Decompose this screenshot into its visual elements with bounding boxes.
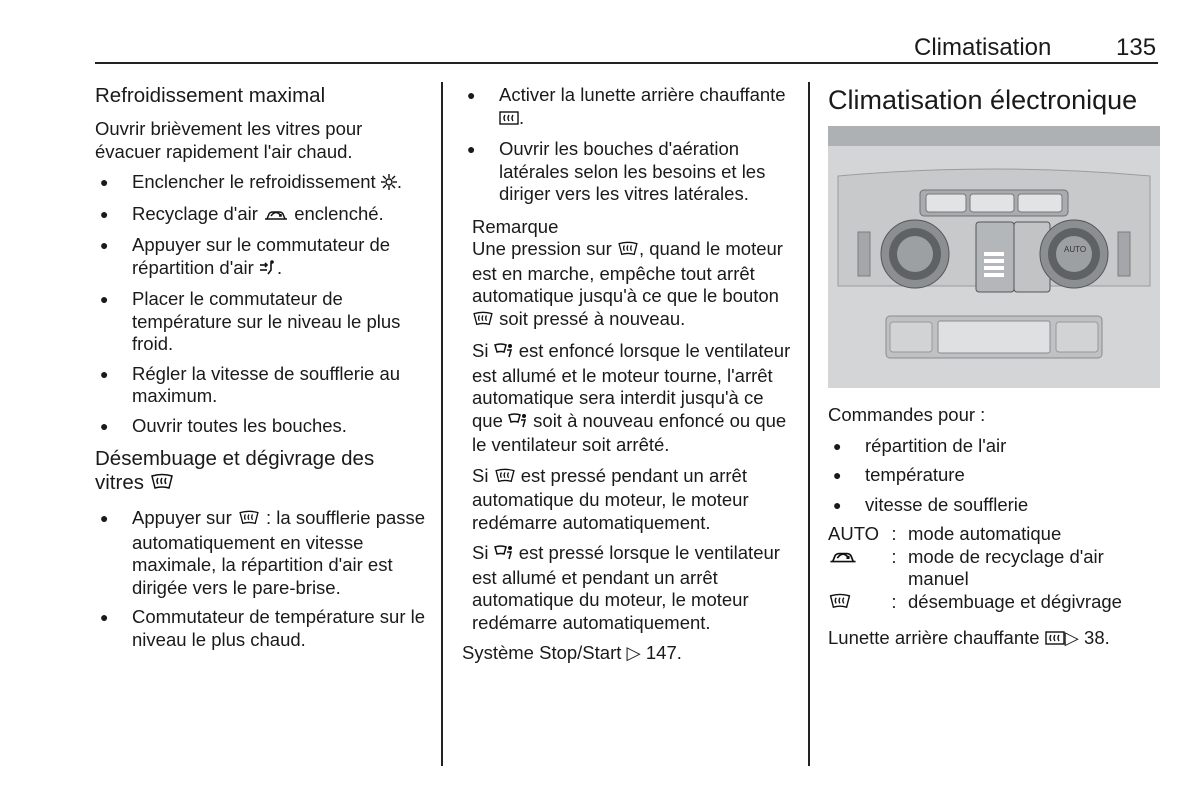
list-item: ● Appuyer sur le commutateur de répartition d'air . — [95, 234, 427, 281]
snowflake-icon — [381, 173, 397, 196]
list-item: ● Régler la vitesse de soufflerie au maximum. — [95, 363, 427, 408]
panel-auto-label: AUTO — [1064, 245, 1087, 254]
climate-panel-photo — [828, 126, 1160, 388]
column-2 — [462, 84, 792, 673]
symbol-definitions — [828, 523, 1160, 615]
controls-intro: Commandes pour : — [828, 404, 986, 425]
column-3 — [828, 84, 1160, 660]
page-number: 135 — [1116, 34, 1157, 61]
remark-title: Remarque — [472, 215, 559, 237]
reference-arrow-icon: ▷ — [626, 642, 641, 663]
list-item: ● Activer la lunette arrière chauffante . — [462, 84, 792, 131]
cross-reference-rear-window[interactable]: Lunette arrière chauffante ▷ 38. — [828, 627, 1160, 652]
paragraph: Une pression sur , quand le moteur est en marche, empêche tout arrêt automatique jusqu'à ce que le bouton soit pressé à nouveau. — [472, 238, 792, 332]
definition-value: désembuage et dégivrage — [908, 590, 1122, 612]
recirculation-icon — [263, 205, 289, 228]
defrost-list-continued — [462, 84, 792, 206]
list-item: ● température — [828, 464, 1160, 487]
air-distribution-icon — [259, 259, 277, 282]
list-item: ● Ouvrir toutes les bouches. — [95, 415, 427, 438]
windscreen-defrost-icon — [828, 593, 852, 616]
climate-panel-illustration — [828, 126, 1160, 388]
recirculation-icon — [828, 548, 858, 571]
definition-value: mode de recyclage d'air manuel — [908, 545, 1104, 589]
windscreen-defrost-icon — [494, 467, 516, 490]
rear-window-heating-icon — [1045, 629, 1065, 652]
section-title-max-cooling: Refroidissement maximal — [95, 84, 326, 107]
controls-list — [828, 435, 1160, 517]
rear-window-heating-icon — [499, 109, 519, 132]
paragraph: Si est enfoncé lorsque le ventilateur est allumé et le moteur tourne, l'arrêt automatique sera interdit jusqu'à ce que soit à nouveau enfoncé ou que le ventilateur soit arrêté. — [472, 340, 791, 455]
paragraph: Si est pressé lorsque le ventilateur est allumé et pendant un arrêt automatique du moteur, le moteur redémarre automatiquement. — [472, 542, 780, 633]
column-divider-2 — [808, 82, 810, 766]
reference-arrow-icon: ▷ — [1064, 627, 1079, 648]
defrost-windscreen-feet-icon — [508, 412, 528, 435]
list-item: ● Placer le commutateur de température sur le niveau le plus froid. — [95, 288, 427, 356]
list-item: ● Recyclage d'air enclenché. — [95, 203, 427, 228]
definition-row: : désembuage et dégivrage — [828, 591, 1160, 616]
paragraph: Si est pressé pendant un arrêt automatique du moteur, le moteur redémarre automatiquement. — [472, 464, 749, 533]
header-title: Climatisation — [914, 34, 1052, 61]
list-item: ● Ouvrir les bouches d'aération latérales selon les besoins et les diriger vers les vitres latérales. — [462, 138, 792, 206]
column-divider-1 — [441, 82, 443, 766]
list-item: ● Commutateur de température sur le niveau le plus chaud. — [95, 606, 427, 651]
windscreen-defrost-icon — [617, 240, 639, 263]
list-item: ● Appuyer sur : la soufflerie passe automatiquement en vitesse maximale, la répartition d'air est dirigée vers le pare-brise. — [95, 507, 427, 599]
definition-value: mode automatique — [908, 523, 1062, 544]
cross-reference-stop-start[interactable]: Système Stop/Start ▷ 147. — [462, 642, 682, 663]
defrost-windscreen-feet-icon — [494, 544, 514, 567]
section-title-defrost: Désembuage et dégivrage des vitres — [95, 447, 427, 497]
max-cooling-list — [95, 171, 427, 437]
definition-row: : mode de recyclage d'air manuel — [828, 546, 1160, 591]
list-item: ● vitesse de soufflerie — [828, 494, 1160, 517]
list-item: ● répartition de l'air — [828, 435, 1160, 458]
windscreen-defrost-icon — [472, 310, 494, 333]
column-1 — [95, 84, 427, 658]
definition-key: AUTO — [828, 523, 880, 544]
list-item: ● Enclencher le refroidissement . — [95, 171, 427, 196]
header-rule — [95, 62, 1158, 64]
windscreen-defrost-icon — [150, 473, 174, 497]
section-title-electronic-climate: Climatisation électronique — [828, 85, 1138, 115]
defrost-list — [95, 507, 427, 651]
defrost-windscreen-feet-icon — [494, 342, 514, 365]
intro-text: Ouvrir brièvement les vitres pour évacuer rapidement l'air chaud. — [95, 118, 363, 162]
definition-row: AUTO : mode automatique — [828, 523, 1160, 546]
windscreen-defrost-icon — [237, 509, 261, 532]
